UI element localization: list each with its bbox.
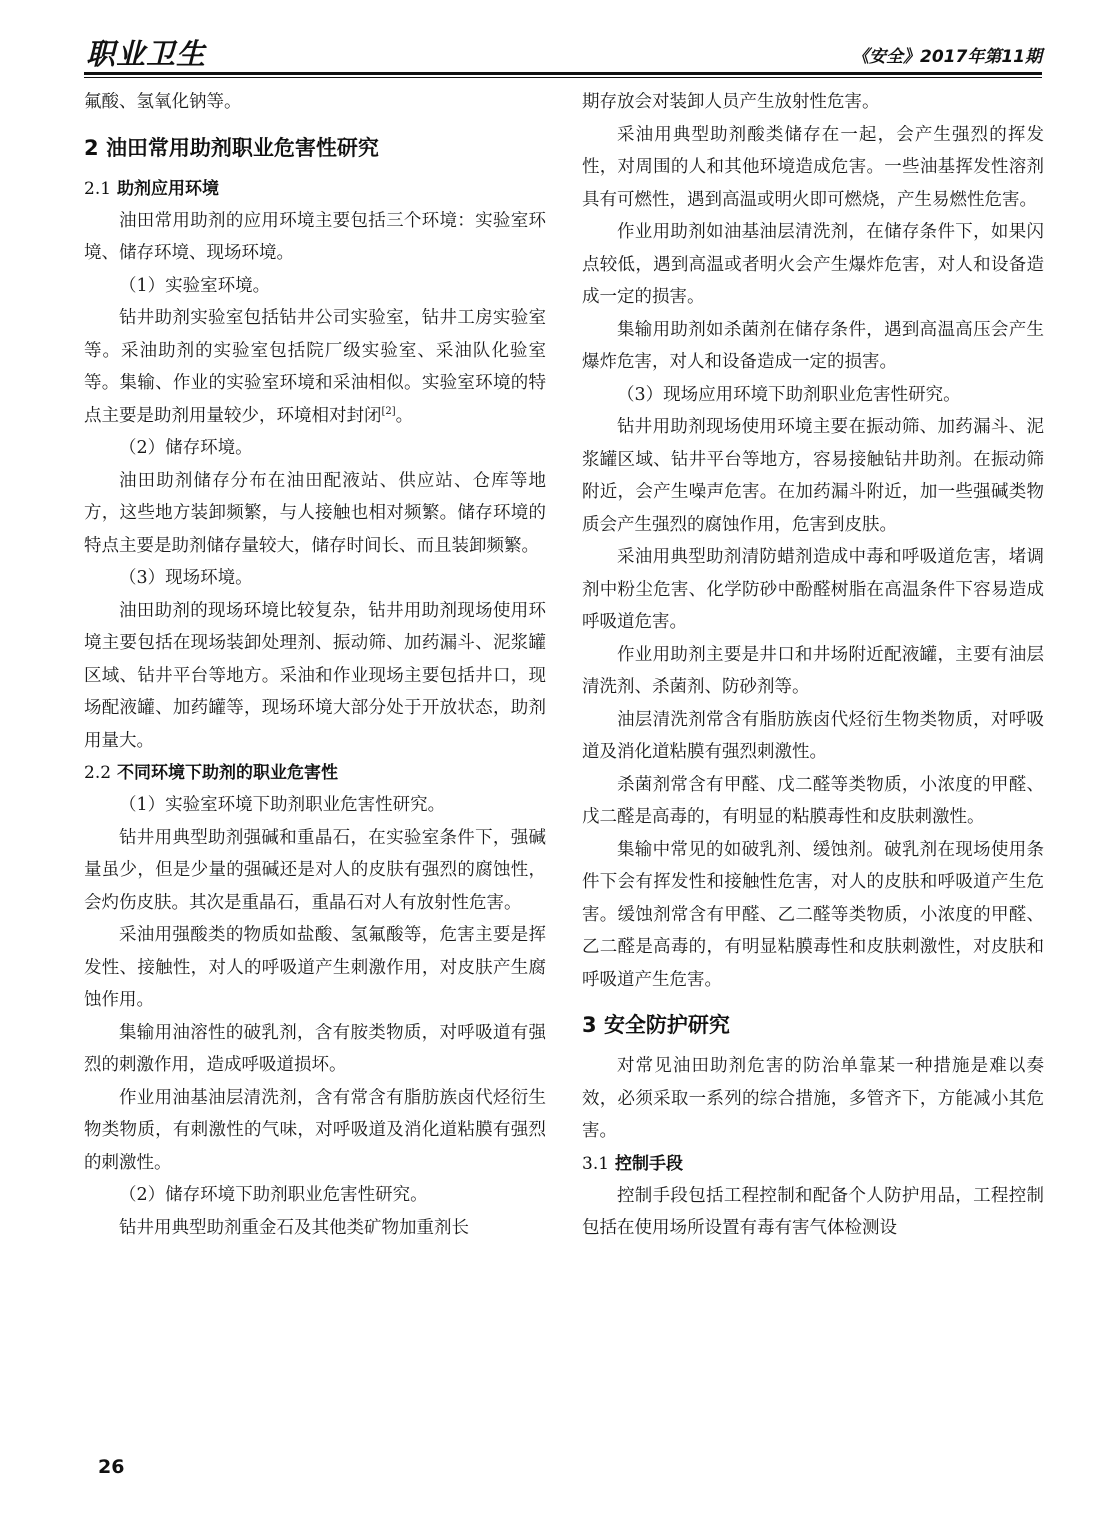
subsection-heading: [84, 757, 546, 789]
paragraph-text: 钻井助剂实验室包括钻井公司实验室，钻井工房实验室等。采油助剂的实验室包括院厂级实验室、采油队化验室等。集输、作业的实验室环境和采油相似。实验室环境的特点主要是助剂用量较少，环境相对封闭: [84, 308, 546, 426]
paragraph: 期存放会对装卸人员产生放射性危害。: [582, 92, 880, 112]
paragraph: 集输用油溶性的破乳剂，含有胺类物质，对呼吸道有强烈的刺激作用，造成呼吸道损坏。: [84, 1022, 546, 1075]
list-item: （1）实验室环境。: [119, 275, 271, 296]
section-number: 2: [84, 135, 99, 160]
paragraph: 控制手段包括工程控制和配备个人防护用品，工程控制包括在使用场所设置有毒有害气体检测设: [582, 1185, 1044, 1238]
list-item: （1）实验室环境下助剂职业危害性研究。: [119, 795, 446, 815]
paragraph: 油田助剂储存分布在油田配液站、供应站、仓库等地方，这些地方装卸频繁，与人接触也相对频繁。储存环境的特点主要是助剂储存量较大，储存时间长、而且装卸频繁。: [84, 470, 546, 556]
paragraph: 集输中常见的如破乳剂、缓蚀剂。破乳剂在现场使用条件下会有挥发性和接触性危害，对人的皮肤和呼吸道产生危害。缓蚀剂常含有甲醛、乙二醛等类物质，小浓度的甲醛、乙二醛是高毒的，有明显粘膜毒性和皮肤刺激性，对皮肤和呼吸道产生危害。: [582, 839, 1044, 990]
subsection-title: 助剂应用环境: [116, 178, 219, 199]
header-rule-thin: [84, 77, 1042, 78]
paragraph: 作业用油基油层清洗剂，含有常含有脂肪族卤代烃衍生物类物质，有刺激性的气味，对呼吸道及消化道粘膜有强烈的刺激性。: [84, 1087, 546, 1173]
list-item: （2）储存环境下助剂职业危害性研究。: [119, 1185, 428, 1205]
subsection-number: 3.1: [582, 1153, 610, 1174]
paragraph-end: 。: [395, 405, 414, 426]
subsection-number: 2.2: [84, 763, 112, 783]
paragraph: 采油用典型助剂清防蜡剂造成中毒和呼吸道危害，堵调剂中粉尘危害、化学防砂中酚醛树脂在高温条件下容易造成呼吸道危害。: [582, 547, 1044, 632]
journal-section-title: 职业卫生: [86, 37, 207, 71]
paragraph: 油田助剂的现场环境比较复杂，钻井用助剂现场使用环境主要包括在现场装卸处理剂、振动筛、加药漏斗、泥浆罐区域、钻井平台等地方。采油和作业现场主要包括井口，现场配液罐、加药罐等，现场环境大部分处于开放状态，助剂用量大。: [84, 600, 546, 751]
subsection-title: 不同环境下助剂的职业危害性: [116, 763, 338, 783]
paragraph: 作业用助剂如油基油层清洗剂，在储存条件下，如果闪点较低，遇到高温或者明火会产生爆炸危害，对人和设备造成一定的损害。: [582, 222, 1044, 307]
section-heading: [582, 1010, 1044, 1040]
paragraph: 钻井用典型助剂重金石及其他类矿物加重剂长: [119, 1217, 469, 1238]
paragraph: 油田常用助剂的应用环境主要包括三个环境：实验室环境、储存环境、现场环境。: [84, 210, 546, 263]
section-heading: [84, 133, 546, 163]
paragraph: 采油用典型助剂酸类储存在一起，会产生强烈的挥发性，对周围的人和其他环境造成危害。一些油基挥发性溶剂具有可燃性，遇到高温或明火即可燃烧，产生易燃性危害。: [582, 124, 1044, 210]
subsection-heading: [582, 1148, 1044, 1180]
section-title: 油田常用助剂职业危害性研究: [105, 135, 379, 160]
page-number: 26: [98, 1456, 125, 1478]
list-item: （2）储存环境。: [119, 438, 253, 458]
left-column: [84, 86, 546, 1244]
list-item: （3）现场应用环境下助剂职业危害性研究。: [617, 384, 961, 405]
subsection-title: 控制手段: [614, 1153, 683, 1174]
section-title: 安全防护研究: [603, 1013, 730, 1037]
paragraph: 氟酸、氢氧化钠等。: [84, 92, 242, 112]
paragraph: 油层清洗剂常含有脂肪族卤代烃衍生物类物质，对呼吸道及消化道粘膜有强烈刺激性。: [582, 709, 1044, 762]
paragraph: 对常见油田助剂危害的防治单靠某一种措施是难以奏效，必须采取一系列的综合措施，多管齐下，方能减小其危害。: [582, 1056, 1044, 1141]
page-header: [84, 30, 1042, 70]
journal-issue: 《安全》2017年第11期: [852, 47, 1042, 67]
paragraph: 杀菌剂常含有甲醛、戊二醛等类物质，小浓度的甲醛、戊二醛是高毒的，有明显的粘膜毒性和皮肤刺激性。: [582, 774, 1044, 827]
section-number: 3: [582, 1013, 597, 1037]
paragraph: 采油用强酸类的物质如盐酸、氢氟酸等，危害主要是挥发性、接触性，对人的呼吸道产生刺激作用，对皮肤产生腐蚀作用。: [84, 925, 546, 1010]
paragraph: 钻井用助剂现场使用环境主要在振动筛、加药漏斗、泥浆罐区域、钻井平台等地方，容易接触钻井助剂。在振动筛附近，会产生噪声危害。在加药漏斗附近，加一些强碱类物质会产生强烈的腐蚀作用，危害到皮肤。: [582, 417, 1044, 535]
right-column: [582, 86, 1044, 1245]
paragraph: [84, 302, 546, 432]
list-item: （3）现场环境。: [119, 568, 253, 588]
paragraph: 作业用助剂主要是井口和井场附近配液罐，主要有油层清洗剂、杀菌剂、防砂剂等。: [582, 644, 1044, 697]
subsection-heading: [84, 173, 546, 205]
paragraph: 集输用助剂如杀菌剂在储存条件，遇到高温高压会产生爆炸危害，对人和设备造成一定的损害。: [582, 319, 1044, 372]
paragraph: 钻井用典型助剂强碱和重晶石，在实验室条件下，强碱量虽少，但是少量的强碱还是对人的皮肤有强烈的腐蚀性，会灼伤皮肤。其次是重晶石，重晶石对人有放射性危害。: [84, 827, 546, 913]
subsection-number: 2.1: [84, 178, 112, 199]
header-rule: [84, 72, 1042, 75]
citation: [2]: [381, 405, 396, 417]
